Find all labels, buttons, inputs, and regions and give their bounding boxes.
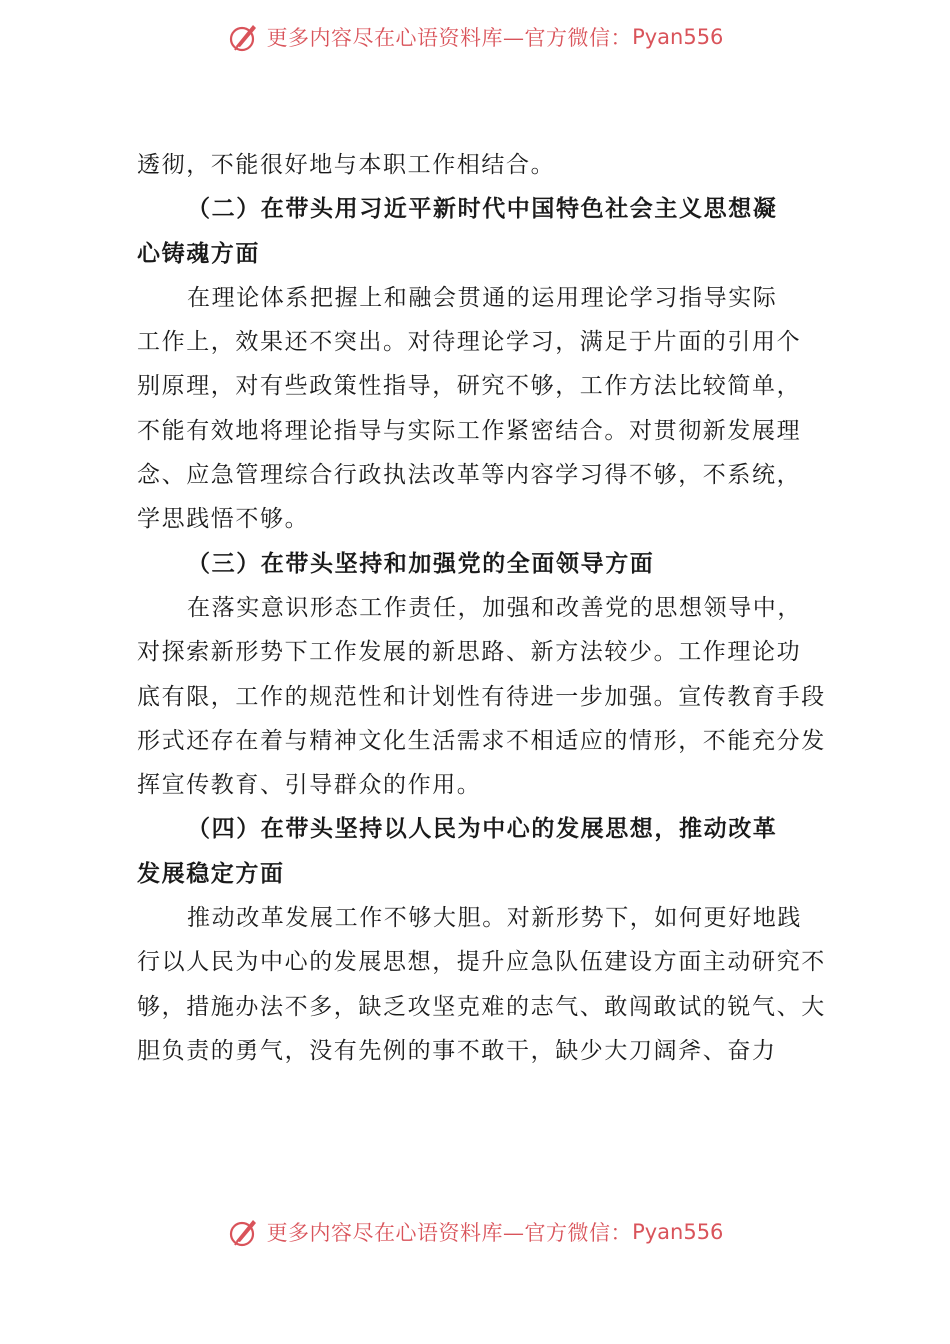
body-line: 够，措施办法不多，缺乏攻坚克难的志气、敢闯敢试的锐气、大: [137, 993, 826, 1020]
section-heading: （二）在带头用习近平新时代中国特色社会主义思想凝: [187, 195, 778, 223]
header-watermark: [0, 17, 950, 57]
section-heading: （四）在带头坚持以人民为中心的发展思想，推动改革: [187, 815, 778, 843]
section-heading: 发展稳定方面: [137, 859, 285, 887]
body-line: 胆负责的勇气，没有先例的事不敢干，缺少大刀阔斧、奋力: [137, 1037, 777, 1064]
footer-watermark: [0, 1212, 950, 1252]
body-line: 推动改革发展工作不够大胆。对新形势下，如何更好地践: [187, 905, 802, 932]
section-heading: 心铸魂方面: [137, 239, 260, 267]
body-line: 行以人民为中心的发展思想，提升应急队伍建设方面主动研究不: [137, 949, 826, 976]
body-line: 形式还存在着与精神文化生活需求不相适应的情形，不能充分发: [137, 727, 826, 754]
quill-pen-circle-icon: [227, 1215, 261, 1249]
body-line: 工作上，效果还不突出。对待理论学习，满足于片面的引用个: [137, 329, 802, 356]
body-line: 学思践悟不够。: [137, 506, 310, 533]
body-line: 底有限，工作的规范性和计划性有待进一步加强。宣传教育手段: [137, 683, 826, 710]
body-line: 在理论体系把握上和融会贯通的运用理论学习指导实际: [187, 284, 778, 311]
body-line: 对探索新形势下工作发展的新思路、新方法较少。工作理论功: [137, 639, 802, 666]
body-line: 在落实意识形态工作责任，加强和改善党的思想领导中，: [187, 594, 802, 621]
body-line: 挥宣传教育、引导群众的作用。: [137, 772, 482, 799]
body-line: 不能有效地将理论指导与实际工作紧密结合。对贯彻新发展理: [137, 417, 802, 444]
footer-text: 更多内容尽在心语资料库—官方微信：: [266, 1221, 633, 1245]
body-line: 别原理，对有些政策性指导，研究不够，工作方法比较简单，: [137, 373, 802, 400]
quill-pen-circle-icon: [227, 20, 261, 54]
footer-wechat-id: Pyan556: [632, 1220, 724, 1244]
header-wechat-id: Pyan556: [632, 25, 724, 49]
header-text: 更多内容尽在心语资料库—官方微信：: [266, 26, 633, 50]
body-line: 念、应急管理综合行政执法改革等内容学习得不够，不系统，: [137, 462, 802, 489]
document-body: [137, 143, 827, 1073]
body-line: 透彻，不能很好地与本职工作相结合。: [137, 152, 556, 178]
section-heading: （三）在带头坚持和加强党的全面领导方面: [187, 549, 655, 577]
